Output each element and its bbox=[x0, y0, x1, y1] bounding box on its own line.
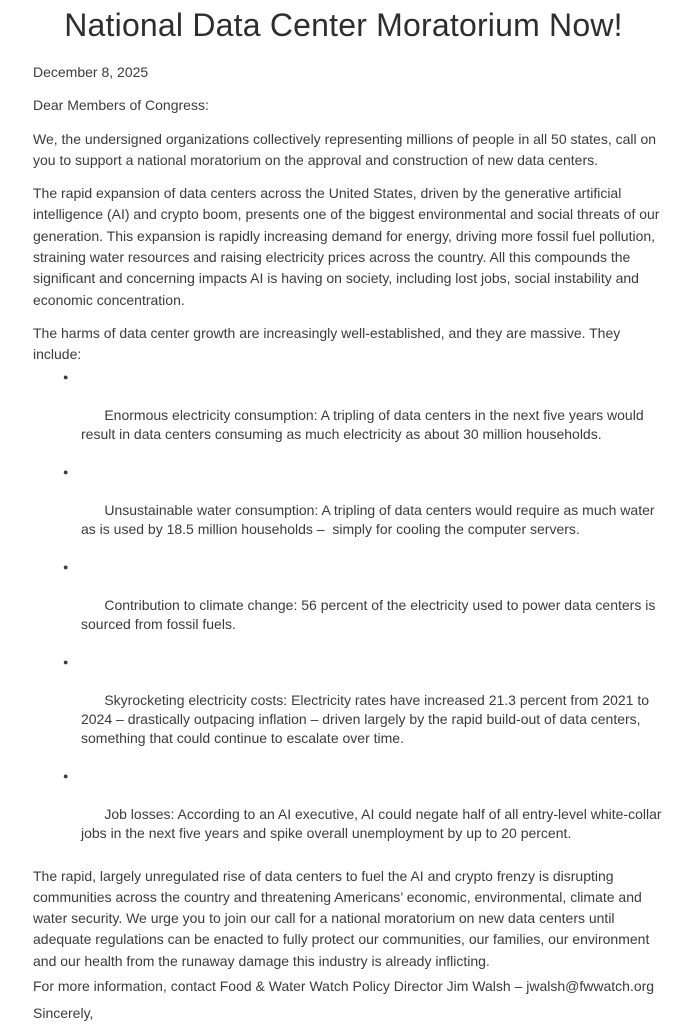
list-item-water-consumption bbox=[33, 463, 671, 558]
letter-paragraph-intro: We, the undersigned organizations collectively representing millions of people in all 50 states, call on you to support a national moratorium on the approval and construction of new data centers. bbox=[33, 130, 660, 168]
list-item-text: Job losses: According to an AI executive, AI could negate half of all entry-level white-collar jobs in the next five years and spike overall unemployment by up to 20 percent. bbox=[81, 805, 666, 841]
bullet-icon: ● bbox=[63, 466, 69, 477]
list-item-job-losses bbox=[33, 767, 671, 862]
letter-salutation: Dear Members of Congress: bbox=[33, 97, 209, 114]
list-item-electricity-costs bbox=[33, 653, 671, 767]
letter-date: December 8, 2025 bbox=[33, 64, 149, 80]
bullet-icon: ● bbox=[63, 561, 69, 572]
harms-list bbox=[33, 368, 671, 862]
list-item-climate-change bbox=[33, 558, 671, 653]
bullet-icon: ● bbox=[63, 371, 69, 382]
list-item-text: Enormous electricity consumption: A tripling of data centers in the next five years would result in data centers consuming as much electricity as about 30 million households. bbox=[81, 406, 648, 442]
contact-line: For more information, contact Food & Water Watch Policy Director Jim Walsh – jwalsh@fwwatch.org bbox=[33, 978, 655, 995]
letter-paragraph-expansion: The rapid expansion of data centers across the United States, driven by the generative artificial intelligence (AI) and crypto boom, presents one of the biggest environmental and social threats of our generation. This expansion is rapidly increasing demand for energy, driving more fossil fuel pollution, straining water resources and raising electricity prices across the country. All this compounds the significant and concerning impacts AI is having on society, including lost jobs, social instability and economic concentration. bbox=[33, 185, 664, 308]
list-item-electricity-consumption bbox=[33, 368, 671, 463]
list-item-text: Skyrocketing electricity costs: Electricity rates have increased 21.3 percent from 2021 to 2024 – drastically outpacing inflation – driven largely by the rapid build-out of data centers, something that could continue to escalate over time. bbox=[81, 691, 653, 746]
letter-signoff: Sincerely, bbox=[33, 1005, 94, 1022]
list-item-text: Contribution to climate change: 56 percent of the electricity used to power data centers is sourced from fossil fuels. bbox=[81, 596, 660, 632]
list-item-text: Unsustainable water consumption: A tripling of data centers would require as much water as is used by 18.5 million households – simply for cooling the computer servers. bbox=[81, 501, 659, 537]
letter-paragraph-harms-lead: The harms of data center growth are increasingly well-established, and they are massive. They include: bbox=[33, 324, 625, 363]
page-title: National Data Center Moratorium Now! bbox=[64, 7, 623, 43]
letter-paragraph-closing: The rapid, largely unregulated rise of data centers to fuel the AI and crypto frenzy is disrupting communities across the country and threatening Americans’ economic, environmental, climate and water security. We urge you to join our call for a national moratorium on new data centers until adequate regulations can be enacted to fully protect our communities, our families, our environment and our health from the runaway damage this industry is already inflicting. bbox=[33, 867, 654, 969]
bullet-icon: ● bbox=[63, 656, 69, 667]
bullet-icon: ● bbox=[63, 770, 69, 781]
